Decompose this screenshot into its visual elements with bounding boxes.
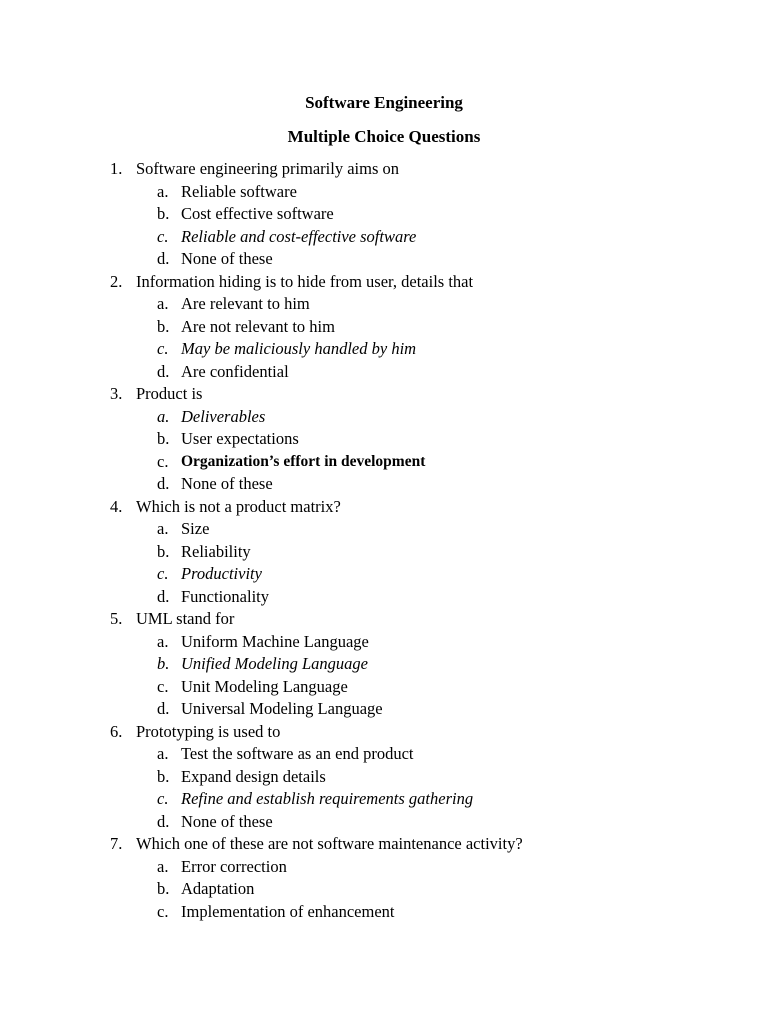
option-letter: c. [157,789,169,808]
option-item [110,743,750,766]
option-letter: d. [157,811,170,831]
option-letter: a. [157,519,169,538]
question-text: Information hiding is to hide from user, details that [136,271,474,291]
question-number: 5. [110,609,123,628]
option-letter: c. [157,451,169,471]
option-text: User expectations [181,429,299,448]
option-letter: b. [157,654,170,673]
question-item [110,833,750,923]
option-item [110,181,750,204]
option-item [110,338,750,361]
option-text: Implementation of enhancement [181,901,395,921]
option-list [110,293,750,383]
option-letter: c. [157,901,169,921]
option-item [110,856,750,879]
question-item [110,608,750,721]
question-text: Software engineering primarily aims on [136,159,400,178]
option-text: Universal Modeling Language [181,699,383,718]
document-title: Software Engineering [305,93,463,112]
question-line [110,833,750,856]
option-item [110,631,750,654]
option-letter: a. [157,856,169,876]
option-letter: d. [157,361,170,381]
option-item [110,698,750,721]
option-text: Unified Modeling Language [181,654,368,673]
option-letter: a. [157,294,169,313]
option-item [110,901,750,924]
option-text: Are confidential [181,361,289,381]
question-line [110,721,750,744]
option-text: Expand design details [181,766,326,786]
option-letter: b. [157,429,170,448]
option-item [110,563,750,586]
option-text: Reliability [181,541,251,561]
option-text: Organization’s effort in development [181,452,426,470]
option-item [110,226,750,249]
question-item [110,158,750,271]
question-line [110,271,750,294]
question-number: 1. [110,159,123,178]
option-letter: d. [157,249,170,268]
option-item [110,541,750,564]
document-subtitle: Multiple Choice Questions [287,127,481,146]
option-letter: c. [157,676,169,696]
option-item [110,788,750,811]
question-line [110,383,750,406]
option-text: None of these [181,811,273,831]
question-number: 7. [110,834,123,853]
question-item [110,721,750,834]
option-list [110,856,750,924]
option-letter: c. [157,226,169,246]
option-text: Error correction [181,856,287,876]
option-text: Cost effective software [181,204,334,223]
question-text: Product is [136,384,203,403]
option-text: Uniform Machine Language [181,631,369,651]
option-text: Reliable software [181,181,297,201]
option-item [110,293,750,316]
question-list [110,158,750,923]
question-text: UML stand for [136,609,235,628]
option-text: Test the software as an end product [181,744,414,763]
option-letter: d. [157,699,170,718]
option-list [110,743,750,833]
option-item [110,586,750,609]
option-text: Functionality [181,586,269,606]
question-number: 3. [110,384,123,403]
option-item [110,473,750,496]
option-list [110,631,750,721]
option-text: None of these [181,474,273,493]
question-number: 2. [110,271,123,291]
question-number: 4. [110,496,123,516]
question-number: 6. [110,721,123,741]
option-item [110,316,750,339]
question-line [110,608,750,631]
option-item [110,766,750,789]
option-letter: b. [157,541,170,561]
option-text: Are relevant to him [181,294,310,313]
option-item [110,428,750,451]
option-text: Adaptation [181,879,255,898]
option-list [110,406,750,496]
option-letter: a. [157,406,170,426]
option-list [110,181,750,271]
option-text: None of these [181,249,273,268]
question-line [110,496,750,519]
option-letter: b. [157,204,170,223]
question-item [110,383,750,496]
option-text: Reliable and cost-effective software [181,226,417,246]
option-item [110,406,750,429]
option-item [110,361,750,384]
option-list [110,518,750,608]
option-text: Productivity [181,564,262,583]
option-letter: b. [157,766,170,786]
option-letter: c. [157,339,169,358]
option-item [110,811,750,834]
question-item [110,496,750,609]
option-item [110,653,750,676]
option-text: Refine and establish requirements gathering [181,789,474,808]
option-letter: d. [157,586,170,606]
question-text: Which one of these are not software maintenance activity? [136,834,523,853]
option-letter: a. [157,631,169,651]
option-item [110,878,750,901]
question-line [110,158,750,181]
option-letter: b. [157,879,170,898]
option-text: Are not relevant to him [181,316,335,336]
option-item [110,518,750,541]
option-letter: d. [157,474,170,493]
option-letter: b. [157,316,170,336]
question-text: Prototyping is used to [136,721,281,741]
option-text: May be maliciously handled by him [181,339,417,358]
question-item [110,271,750,384]
option-letter: a. [157,181,169,201]
option-item [110,248,750,271]
option-text: Unit Modeling Language [181,676,348,696]
option-item [110,203,750,226]
option-item [110,676,750,699]
question-text: Which is not a product matrix? [136,496,341,516]
option-letter: a. [157,744,169,763]
option-text: Size [181,519,210,538]
option-letter: c. [157,564,169,583]
option-text: Deliverables [181,406,266,426]
option-item [110,451,750,474]
